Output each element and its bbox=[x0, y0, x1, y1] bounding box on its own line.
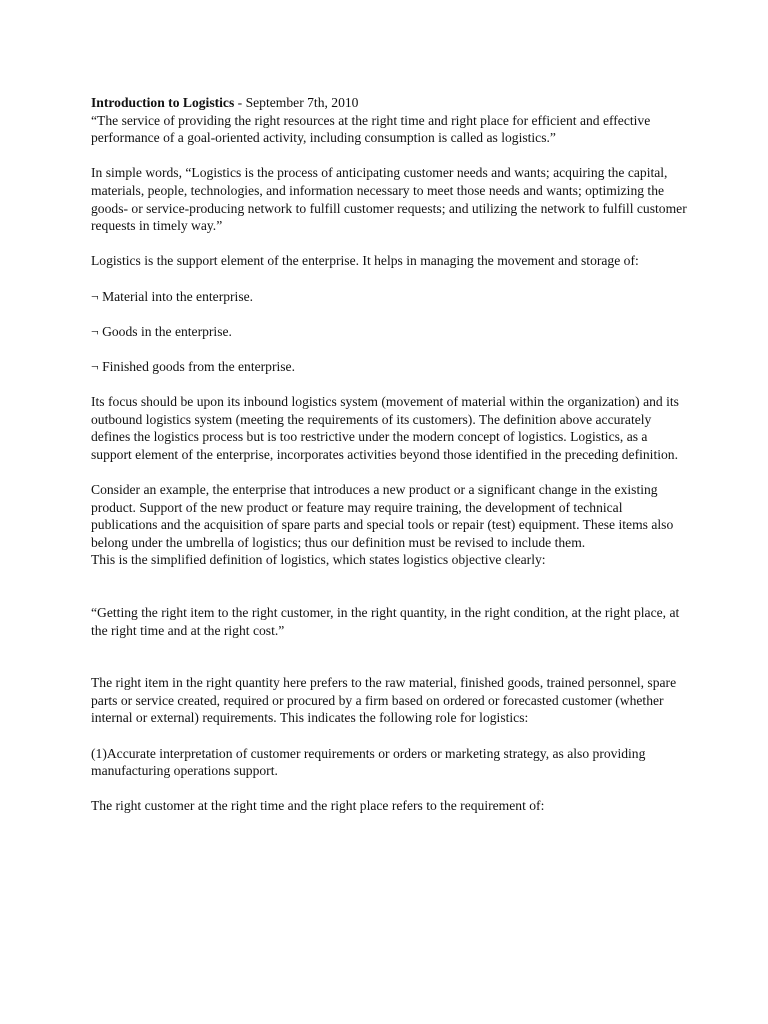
document-title: Introduction to Logistics bbox=[91, 95, 235, 110]
document-date: - September 7th, 2010 bbox=[234, 95, 359, 110]
list-item: ¬ Goods in the enterprise. bbox=[91, 323, 232, 339]
paragraph-right-item: The right item in the right quantity here prefers to the raw material, finished goods, trained personnel, spare parts or service created, required or procured by a firm based on ordered or forecasted customer (whether internal or external) requirements. This indicates the following role for logistics: bbox=[91, 675, 677, 726]
list-item: ¬ Material into the enterprise. bbox=[91, 288, 254, 304]
paragraph-role-1: (1)Accurate interpretation of customer requirements or orders or marketing strategy, as also providing manufacturing operations support. bbox=[91, 745, 646, 779]
paragraph-definition: “The service of providing the right resources at the right time and right place for efficient and effective performance of a goal-oriented activity, including consumption is called as logistics.” bbox=[91, 112, 651, 146]
document-body bbox=[91, 94, 691, 815]
paragraph-support-element: Logistics is the support element of the enterprise. It helps in managing the movement and storage of: bbox=[91, 253, 639, 269]
paragraph-focus: Its focus should be upon its inbound logistics system (movement of material within the organization) and its outbound logistics system (meeting the requirements of its customers). The definition above accurately defines the logistics process but is too restrictive under the modern concept of logistics. Logistics, as a support element of the enterprise, incorporates activities beyond those identified in the preceding definition. bbox=[91, 394, 679, 462]
paragraph-right-customer: The right customer at the right time and the right place refers to the requirement of: bbox=[91, 798, 545, 814]
paragraph-simple-words: In simple words, “Logistics is the process of anticipating customer needs and wants; acquiring the capital, materials, people, technologies, and information necessary to meet those needs and wants; optimizing the goods- or service-producing network to fulfill customer requests; and utilizing the network to fulfill customer requests in timely way.” bbox=[91, 165, 687, 234]
paragraph-example: Consider an example, the enterprise that introduces a new product or a significant change in the existing product. Support of the new product or feature may require training, the development of technical publications and the acquisition of spare parts and special tools or repair (test) equipment. These items also belong under the umbrella of logistics; thus our definition must be revised to include them. bbox=[91, 482, 674, 550]
list-item: ¬ Finished goods from the enterprise. bbox=[91, 358, 295, 374]
quote-definition: “Getting the right item to the right customer, in the right quantity, in the right condition, at the right place, at the right time and at the right cost.” bbox=[91, 605, 680, 638]
title-line bbox=[91, 94, 691, 112]
paragraph-simplified-definition: This is the simplified definition of logistics, which states logistics objective clearly: bbox=[91, 552, 546, 568]
